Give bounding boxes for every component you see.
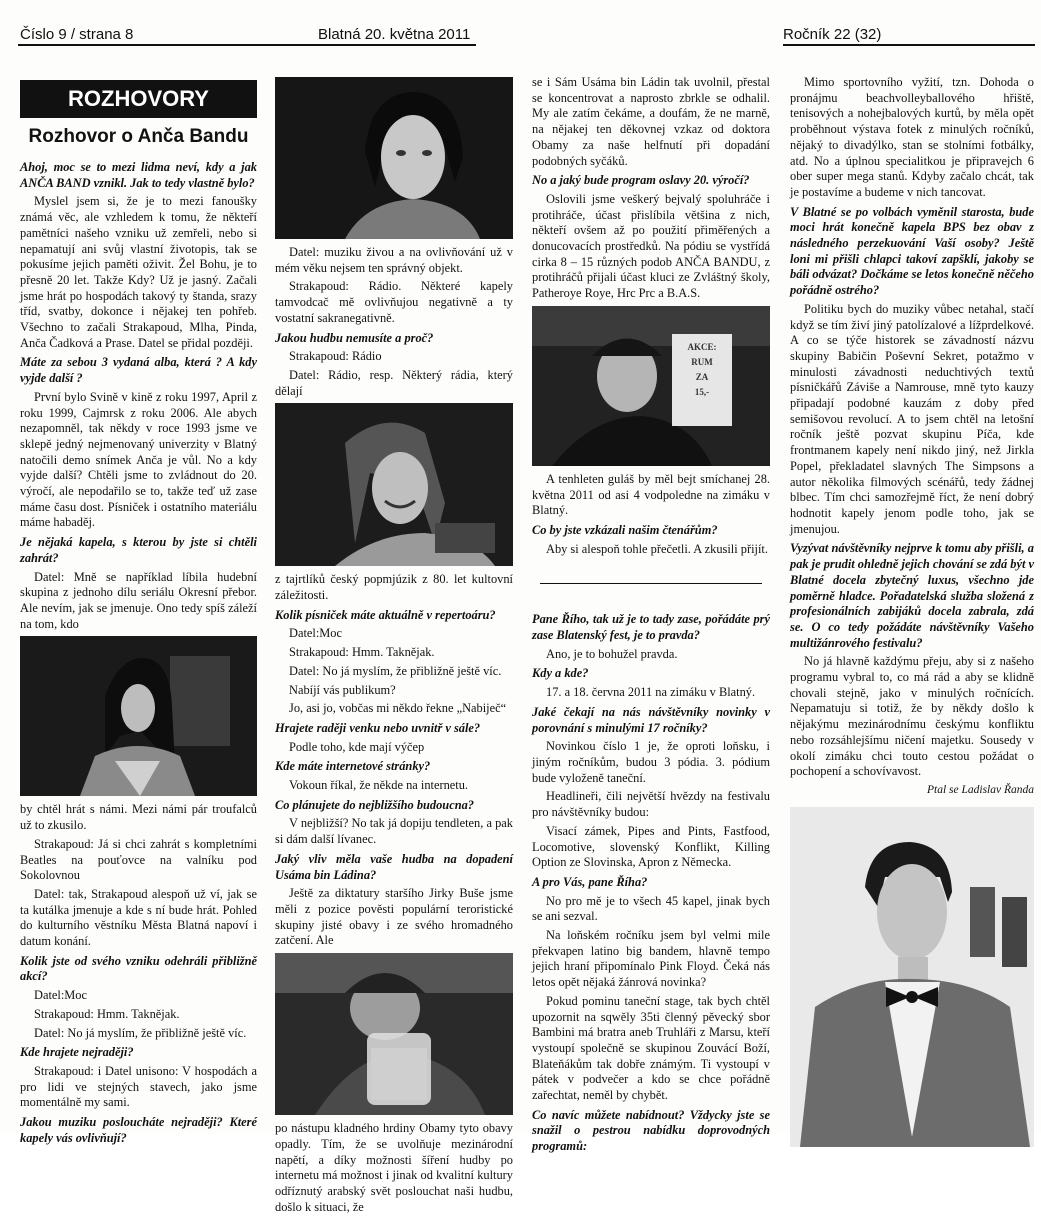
answer: Aby si alespoň tohle přečetli. A zkusili přijít.	[546, 541, 768, 556]
column-4	[790, 75, 1034, 1153]
question: Je nějaká kapela, s kterou by jste si chtěli zahrát?	[20, 535, 257, 565]
question: Kolik písniček máte aktuálně v repertoáru?	[275, 607, 496, 622]
answer: Datel: Rádio, resp. Některý rádia, který dělají	[275, 367, 513, 398]
question: Vyzývat návštěvníky nejprve k tomu aby přišli, a pak je prudit ohledně jejich chování se zdá být v Blatné docela zbytečný luxus, všechno jde poměrně hladce. Pořadatelská služba složená z profesionálních zabijáků docela zabrala, zdá se. O co tedy požádáte návštěvníky Vašeho multižánrového festivalu?	[790, 541, 1035, 650]
answer: První bylo Svině v kině z roku 1997, April z roku 1999, Cajmrsk z roku 2006. Ale abych nezapomněl, tak někdy v roce 1993 jsme ve sklepě jedný nejmenovaný univerzity v Blatný natočili demo snímek Anča je vůl. No a kdy vyjde další? Chtěli jsme to zvládnout do 20. výročí, ale nepodařilo se to, takže teď už zase máme času dost. Písniček i ostatního materiálu máme habaděj.	[20, 389, 257, 530]
question: Ahoj, moc se to mezi lidma neví, kdy a jak ANČA BAND vznikl. Jak to tedy vlastně bylo?	[20, 160, 257, 190]
answer: Mimo sportovního vyžití, tzn. Dohoda o pronájmu beachvolleyballového hřiště, tenisových a nohejbalových kurtů, by měla opět proběhnout výstava fotek z minulých ročníků, nějaký to divadýlko, stan se stolními fotbálky, atd. No a úplnou specialitkou je připravejch 6 ober super mega stanů. Kdyby začalo chcát, tak je postavíme a budeme v nich tancovat.	[790, 75, 1034, 199]
question: Pane Řího, tak už je to tady zase, pořádáte prý zase Blatenský fest, je to pravda?	[532, 612, 770, 643]
column-2	[275, 75, 513, 1218]
question: V Blatné se po volbách vyměnil starosta, bude moci hrát konečně kapela BPS bez obav z následného perzekuování Vaší osoby? Ještě loni mi přišli chlapci takoví zapšklí, jakoby se báli odvázat? Dočkáme se letos konečně něčeho pořádně ostrého?	[790, 204, 1034, 298]
answer: Nabíjí vás publikum?	[289, 682, 396, 697]
section-divider	[540, 583, 762, 584]
issue-date: Blatná 20. května 2011	[318, 26, 471, 43]
photo-long-haired-guitarist	[20, 636, 257, 796]
sign-text: ZA	[695, 371, 709, 382]
answer: Datel: muziku živou a na ovlivňování už v mém věku nejsem ten správný objekt.	[275, 245, 513, 275]
question: Kde hrajete nejraději?	[20, 1045, 134, 1060]
photo-man-with-bowtie	[790, 807, 1034, 1147]
photo-caption: A tenhleten guláš by měl bejt smíchanej 28. května 2011 od asi 4 vodpoledne na zimáku v Blatný.	[532, 471, 770, 518]
photo-smiling-guitarist	[275, 403, 513, 566]
answer: Strakapoud: i Datel unisono: V hospodách a pro lidi ve stejných stavech, jako jsme momentálně my sami.	[20, 1063, 257, 1110]
answer: Ano, je to bohužel pravda.	[546, 646, 678, 661]
answer: Headlineři, čili největší hvězdy na festivalu pro návštěvníky budou:	[532, 789, 770, 820]
answer: Visací zámek, Pipes and Pints, Fastfood, Locomotive, slovenský Konflikt, Killing Option ze Slovinska, Apron z Německa.	[532, 823, 770, 870]
header-rule-left	[18, 44, 476, 46]
question: Co plánujete do nejbližšího budoucna?	[275, 797, 474, 812]
answer: Pokud pominu taneční stage, tak bych chtěl upozornit na sqwěly 35ti členný pěvecký sbor Bambini má bratra aneb Truhláři z Marsu, kteří vystoupí společně se skupinou Zouvácí Boží, Blateňákům tak dobře známým. Ti vystoupí v pátek v podvečer a kdo se chce pořádně zařechtat, neměl by chybět.	[532, 993, 770, 1103]
column-1	[20, 80, 257, 1149]
column-3	[532, 75, 770, 1158]
answer: Strakapoud: Rádio. Některé kapely tamvodcač mě ovlivňujou negativně a ty vostatní sakranegativně.	[275, 279, 513, 325]
answer: Oslovili jsme veškerý bejvalý spoluhráče i protihráče, účast přislíbila většina z nich, někteří ovšem až po použití přiměřených a donucovacích prostředků. Na pódiu se vystřídá cirka 8 – 15 různých podob ANČA BANDU, z protihráčů přijali účast kluci ze Zvláštný školy, Patheroye Roye, Hrc Prc a B.A.S.	[532, 191, 770, 301]
answer: Datel: No já myslím, že přibližně ještě víc.	[289, 663, 502, 678]
question: Kolik jste od svého vzniku odehráli přibližně akcí?	[20, 953, 257, 984]
issue-number: Číslo 9 / strana 8	[20, 26, 134, 43]
sign-text: RUM	[691, 356, 713, 367]
question: No a jaký bude program oslavy 20. výročí?	[532, 173, 750, 188]
question: Jaký vliv měla vaše hudba na dopadení Usáma bin Ládina?	[275, 851, 513, 882]
answer: Novinkou číslo 1 je, že oproti loňsku, i jiným ročníkům, budou 3 pódia. 3. pódium bude vyloženě taneční.	[532, 739, 770, 785]
answer: Strakapoud: Hmm. Taknějak.	[34, 1006, 180, 1021]
answer: se i Sám Usáma bin Ládin tak uvolnil, přestal se koncentrovat a naprosto zbrkle se odhalil. My ale zatím čekáme, a doufám, že ne marně, na nějakej ten děkovnej vzkaz od doktora Obamy za naše helfnutí při dopadání podobných syčáků.	[532, 75, 770, 168]
answer: Strakapoud: Rádio	[289, 349, 382, 364]
answer: Podle toho, kde mají výčep	[289, 739, 425, 754]
answer: Strakapoud: Hmm. Taknějak.	[289, 645, 435, 660]
photo-man-with-rum-sign	[532, 306, 770, 466]
answer: Myslel jsem si, že je to mezi fanoušky známá věc, ale vzhledem k tomu, že někteří pamětníci našeho vzniku už zemřeli, nebo si nepamatují ani svůj vlastní životopis, tak se pokusíme jejich paměti oživit. Žel Bohu, je to přesně 20 let. Takže Kdy? Už je jasný. Začali jsme hrát po hospodách takový ty štanda, srazy tříd, svatby, dokonce i nějakej ten pohřeb. Všechno to začali Strakapoud, Mlha, Pinda, Anča Čadková a Prase. Datel se přidal později.	[20, 194, 257, 350]
question: Jaké čekají na nás návštěvníky novinky v porovnání s minulými 17 ročníky?	[532, 704, 770, 735]
article-title: Rozhovor o Anča Bandu	[28, 126, 249, 147]
question: Co navíc můžete nabídnout? Vždycky jste se snažil o pestrou nabídku doprovodných programů:	[532, 1107, 770, 1154]
question: A pro Vás, pane Říha?	[532, 874, 648, 889]
header-rule-right	[783, 44, 1035, 46]
answer: No pro mě je to všech 45 kapel, jinak bych se ani sezval.	[532, 893, 770, 924]
answer: Politiku bych do muziky vůbec netahal, stačí když se tím živí jiný patolízalové a lížprdelkové. A co se týče historek se závadností názvu skupiny Babičin Poševní Sekret, potažmo v minulosti závadnosti neduchtivých textů písničkářů Záviše a Namrouse, mně tyto kauzy připadají podobné kauzám z doby před semišovou revolucí. A to jsem chtěl na letošní ročník ještě pozvat skupinu Píča, kde frontmanem kapely není nikdo jiný, než Jirkla Popel, překladatel slavných The Simpsons a autor několika filmových scénářů, tedy žádnej blbec. Tím chci samozřejmě říct, že není dobrý hodnotit kapely jenom podle toho, jak se jmenujou.	[790, 301, 1034, 536]
answer: Na loňském ročníku jsem byl velmi mile překvapen latino big bandem, hlavně tempo jejich hraní připomínalo Pink Floyd. Čeká nás letos opět nějaká žánrová novinka?	[532, 928, 770, 990]
question: Jakou hudbu nemusíte a proč?	[275, 330, 434, 345]
answer: Datel: No já myslím, že přibližně ještě víc.	[34, 1025, 247, 1040]
answer: Jo, asi jo, vobčas mi někdo řekne „Nabiječ“	[289, 701, 507, 716]
answer: V nejbližší? No tak já dopiju tendleten, a pak si dám další lívanec.	[275, 816, 513, 847]
answer: No já hlavně každýmu přeju, aby si z našeho programu vybral to, co má rád a aby se klidně chovali stejně, jako v minulých ročnících. Nepamatuju si totiž, že by někdy došlo k nějakýmu mezinárodnímu českýmu konfliktu nebo rozsáhlejšímu ničení majetku. Sousedy v okolí zimáku chci touto cestou požádat o pochopení a schovívavost.	[790, 654, 1034, 779]
answer: Strakapoud: Já si chci zahrát s kompletními Beatles na pouťovce na valníku pod Sokolovnou	[20, 836, 257, 883]
section-banner: ROZHOVORY	[20, 80, 257, 118]
answer: Datel:Moc	[34, 988, 87, 1003]
answer: Datel: tak, Strakapoud alespoň už ví, jak se ta kutálka jmenuje a kde s ní bude hrát. Pohled do kulturního věstníku Města Blatná napoví i datum konání.	[20, 886, 257, 949]
answer: Datel:Moc	[289, 626, 342, 641]
question: Hrajete raději venku nebo uvnitř v sále?	[275, 720, 481, 735]
question: Kde máte internetové stránky?	[275, 759, 431, 774]
volume-number: Ročník 22 (32)	[783, 26, 882, 43]
author-signature: Ptal se Ladislav Řanda	[926, 783, 1034, 796]
answer: Ještě za diktatury staršího Jirky Buše jsme měli z pozice pověsti populární teroristické skupiny jisté obavy i ze svého hromadného zatčení. Ale	[275, 886, 513, 948]
question: Co by jste vzkázali našim čtenářům?	[532, 522, 718, 537]
question: Kdy a kde?	[532, 666, 589, 681]
question: Máte za sebou 3 vydaná alba, která ? A kdy vyjde další ?	[20, 355, 257, 386]
answer: 17. a 18. června 2011 na zimáku v Blatný.	[546, 685, 756, 700]
question: Jakou muziku posloucháte nejraději? Které kapely vás ovlivňují?	[20, 1115, 257, 1145]
sign-text: 15,-	[694, 386, 710, 397]
photo-man-with-beer	[275, 953, 513, 1115]
answer: z tajrtlíků český popmjúzik z 80. let kultovní záležitosti.	[275, 572, 513, 603]
photo-man-portrait	[275, 77, 513, 239]
answer: Vokoun říkal, že někde na internetu.	[289, 778, 469, 793]
sign-text: AKCE:	[687, 341, 717, 352]
answer: by chtěl hrát s námi. Mezi námi pár troufalců už to zkusilo.	[20, 802, 257, 833]
answer: po nástupu kladného hrdiny Obamy tyto obavy opadly. Tím, že se uvolňuje mezinárodní napětí, a díky možnosti šíření hudby po internetu má možnost i jinak od kvalitní kultury odříznutý arabský svět poslouchat naši hudbu, došlo k situaci, že	[275, 1121, 513, 1214]
answer: Datel: Mně se například líbila hudební skupina z jednoho dílu seriálu Okresní přebor. Ale nevím, jak se jmenuje. Ono tedy spíš záleží na tom, kdo	[20, 569, 257, 631]
